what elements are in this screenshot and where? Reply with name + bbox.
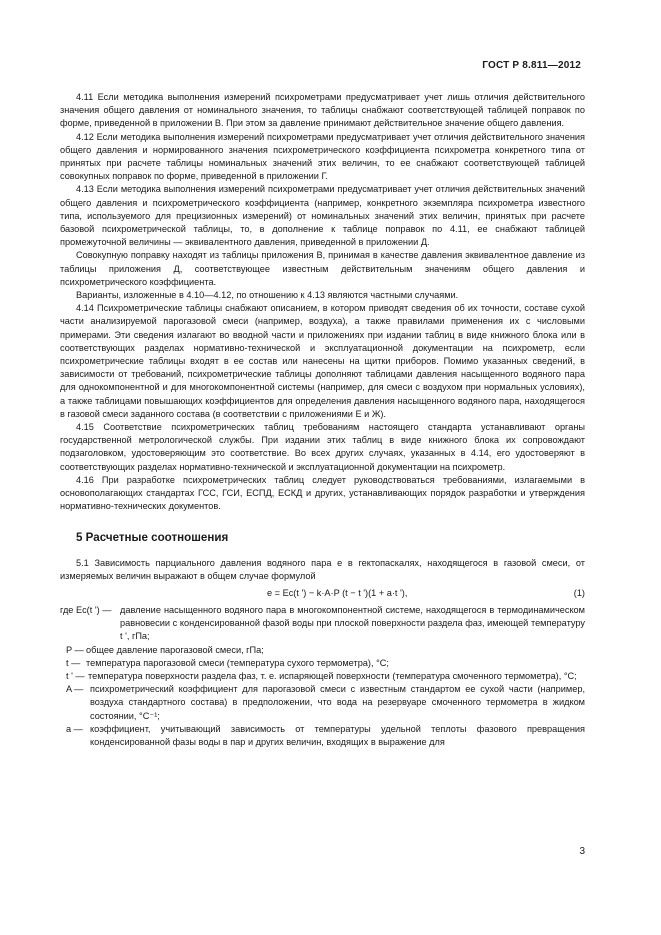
formula-number: (1) [573, 587, 585, 598]
formula-expression: e = Ec(t ') − k·A·P (t − t ')(1 + a·t '), [267, 587, 408, 598]
definition-item [66, 670, 585, 683]
definitions-list [60, 604, 585, 749]
paragraph-4-16: 4.16 При разработке психрометрических таблиц следует руководствоваться требованиями, излагаемыми в основополагающих стандартах ГСС, ГСИ, ЕСПД, ЕСКД и других, устанавливающих порядок разработки и утверждения нормативно-технических документов. [60, 474, 585, 512]
definition-item [60, 604, 585, 644]
definition-term: a — [66, 723, 83, 734]
paragraph-variants: Варианты, изложенные в 4.10—4.12, по отношению к 4.13 являются частными случаями. [76, 290, 459, 301]
definition-term: t ' — [66, 670, 85, 681]
definition-text: температура поверхности раздела фаз, т. е. испаряющей поверхности (температура смоченного термометра), °С; [88, 670, 577, 681]
document-body [60, 91, 585, 749]
definition-item [66, 657, 585, 670]
definition-text: температура парогазовой смеси (температура сухого термометра), °С; [86, 657, 389, 668]
definition-item [66, 644, 585, 657]
definition-term: где Ec(t ') — [60, 604, 112, 615]
definition-text: психрометрический коэффициент для парогазовой смеси с известным стандартом ее сухой части (например, воздуха стандартного состава) в предположении, что вода на резервуаре смоченного термометра в жидком состоянии, °С⁻¹; [90, 684, 585, 721]
definition-text: коэффициент, учитывающий зависимость от температуры удельной теплоты фазового превращения конденсированной фазы воды в пар и других величин, входящих в выражение для [90, 723, 585, 747]
paragraph-4-14: 4.14 Психрометрические таблицы снабжают описанием, в котором приводят сведения об их точности, составе сухой части анализируемой парогазовой смеси (например, воздуха), а также правилами применения их с числовыми примерами. Эти сведения излагают во вводной части и приложениях при издании таблиц в виде книжного блока или в соответствующих разделах нормативно-технической и эксплуатационной документации на психрометр, если психрометрические таблицы входят в ее состав или нанесены на щитки приборов. Помимо указанных сведений, в зависимости от требований, психрометрические таблицы дополняют таблицами давления насыщенного водяного пара для однокомпонентной и для многокомпонентной системы (например, для смеси с воздухом при нормальных условиях), а также таблицами повышающих коэффициентов для определения давления насыщенного водяного пара, находящегося в газовой смеси заданного состава (в соответствии с приложениями Е и Ж). [60, 303, 585, 419]
definition-text: давление насыщенного водяного пара в многокомпонентной системе, находящегося в термодинамическом равновесии с конденсированной фазой воды при плоской поверхности раздела фаз, имеющей температуру t ', гПа; [120, 604, 585, 642]
definition-term: P — [66, 644, 84, 655]
paragraph-4-13: 4.13 Если методика выполнения измерений психрометрами предусматривает учет отличия действительных значений общего давления и психрометрического коэффициента (например, конкретного экземпляра психрометра известного типа, используемого для прецизионных измерений) от номинальных значений этих величин, принятых при расчете базовой психрометрической таблицы, то, в дополнение к таблице поправок по 4.11, ее снабжают таблицей промежуточной величины — эквивалентного давления, приведенной в приложении Д. [60, 184, 585, 248]
paragraph-4-11: 4.11 Если методика выполнения измерений психрометрами предусматривает учет лишь отличия действительного значения общего давления от номинального значения, то таблицы снабжают соответствующей таблицей поправок по форме, приведенной в приложении В. При этом за давление принимают действительное значение общего давления. [60, 92, 585, 129]
definition-term: t — [66, 657, 81, 668]
document-code-header: ГОСТ Р 8.811—2012 [482, 60, 581, 71]
page-number: 3 [579, 846, 585, 857]
section-title: 5 Расчетные соотношения [76, 530, 229, 544]
formula-1 [60, 586, 585, 600]
paragraph-4-15: 4.15 Соответствие психрометрических таблиц требованиям настоящего стандарта устанавливают органы государственной метрологической службы. При издании этих таблиц в виде книжного блока их сопровождают подзаголовком, удостоверяющим это соответствие. Во всех других случаях, указанных в 4.14, его удостоверяют в соответствующих разделах нормативно-технической и эксплуатационной документации на психрометр. [60, 422, 585, 472]
paragraph-4-12: 4.12 Если методика выполнения измерений психрометрами предусматривает учет отличия действительного значения общего давления и нормированного значения психрометрического коэффициента психрометра конкретного типа от принятых при расчете таблицы номинальных значений этих величин, то ее снабжают соответствующей таблицей совокупных поправок по форме, приведенной в приложении Г. [60, 131, 585, 182]
definition-item [66, 683, 585, 723]
definition-text: общее давление парогазовой смеси, гПа; [86, 644, 264, 655]
paragraph-total-correction: Совокупную поправку находят из таблицы приложения В, принимая в качестве давления эквивалентное давление из таблицы приложения Д, соответствующее известным действительным значениям общего давления и психрометрического коэффициента. [60, 250, 585, 287]
paragraph-5-1: 5.1 Зависимость парциального давления водяного пара e в гектопаскалях, находящегося в газовой смеси, от измеряемых величин выражают в общем случае формулой [60, 557, 585, 581]
definition-term: A — [66, 684, 84, 695]
definition-item [66, 723, 585, 749]
